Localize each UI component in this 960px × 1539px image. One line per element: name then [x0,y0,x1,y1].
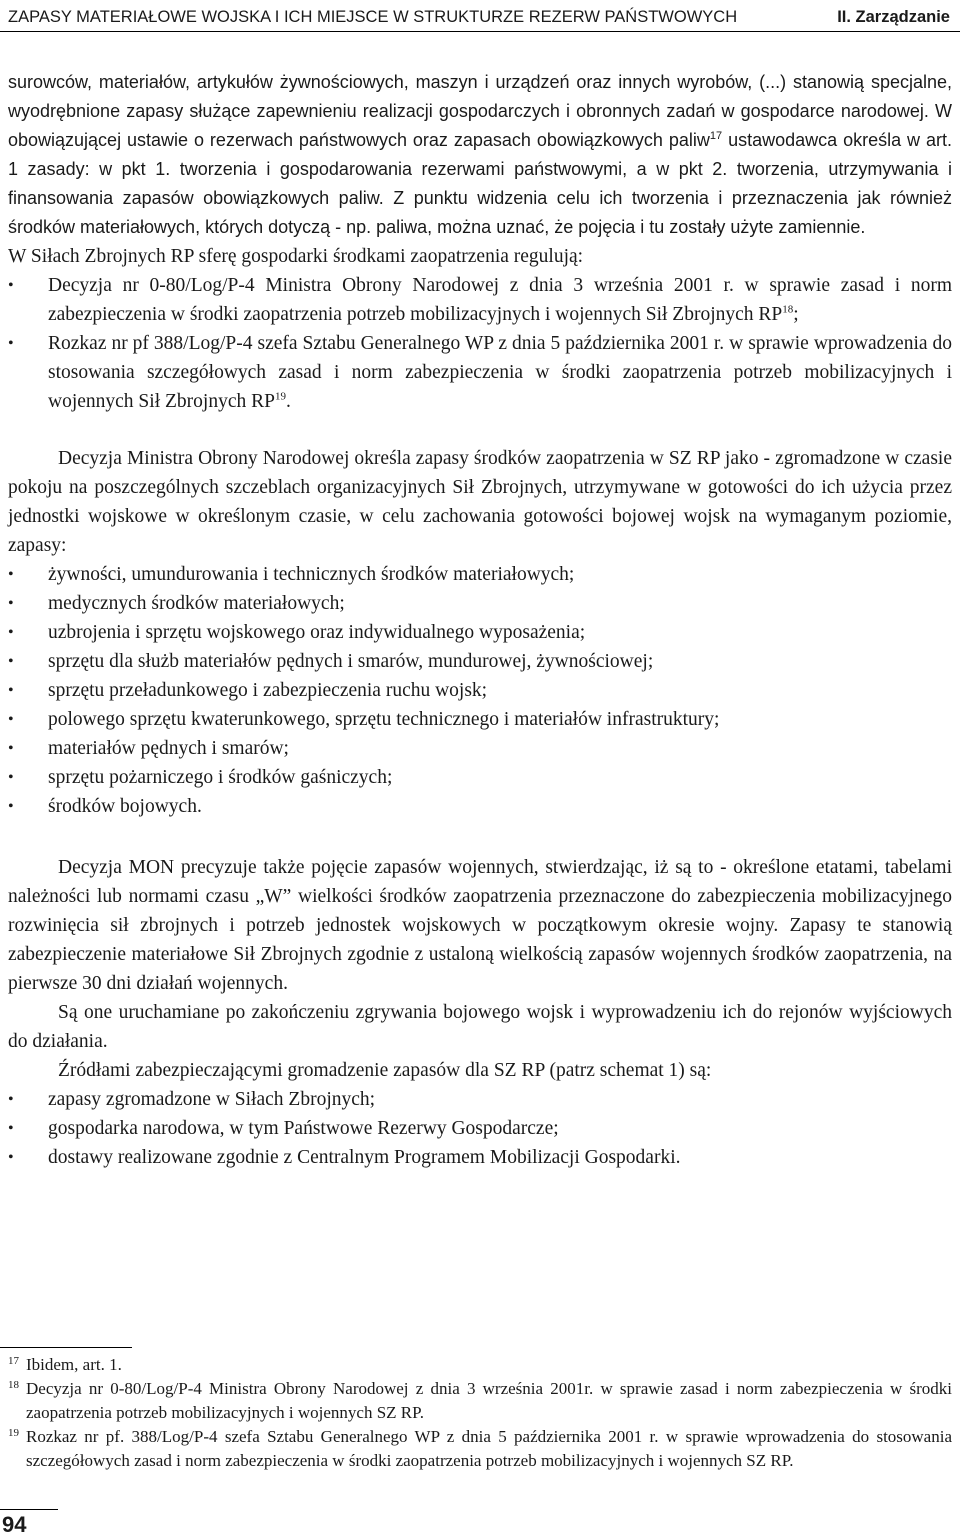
bullet-icon: • [8,1091,14,1108]
footnote-ref-17: 17 [709,130,723,142]
bullet-icon: • [8,566,14,583]
footnote-text: Decyzja nr 0-80/Log/P-4 Ministra Obrony Narodowej z dnia 3 września 2001r. w sprawie zasad i norm zabezpieczenia w środki zaopatrzenia potrzeb mobilizacyjnych i wojennych SZ RP. [26,1379,952,1422]
page-body [8,68,952,1172]
bullet-icon: • [8,682,14,699]
bullet-icon: • [8,277,14,294]
bullet-icon: • [8,335,14,352]
footnote-ref-19: 19 [274,390,286,403]
regulations-list [8,271,952,416]
footnote-number: 17 [8,1355,19,1367]
page-number-rule [0,1509,58,1510]
list-item: • medycznych środków materiałowych; [8,589,952,618]
footnote-17 [8,1353,952,1377]
bullet-icon: • [8,1120,14,1137]
footnote-18 [8,1377,952,1425]
bullet-icon: • [8,1149,14,1166]
intro-paragraph [8,68,952,242]
footnotes [8,1353,952,1473]
regulations-intro: W Siłach Zbrojnych RP sferę gospodarki środkami zaopatrzenia regulują: [8,246,584,267]
header-section: II. Zarządzanie [837,7,950,26]
bullet-icon: • [8,653,14,670]
list-item: • żywności, umundurowania i technicznych środków materiałowych; [8,560,952,589]
activation-paragraph: Są one uruchamiane po zakończeniu zgrywania bojowego wojsk i wyprowadzeniu ich do rejonów wyjściowych do działania. [8,1002,952,1052]
list-item: • Decyzja nr 0-80/Log/P-4 Ministra Obrony Narodowej z dnia 3 września 2001 r. w sprawie zasad i norm zabezpieczenia w środki zaopatrzenia potrzeb mobilizacyjnych i wojennych Sił Zbrojnych RP$^{18}$; [8,271,952,329]
header-rule [0,31,960,32]
sources-intro: Źródłami zabezpieczającymi gromadzenie zapasów dla SZ RP (patrz schemat 1) są: [58,1060,712,1081]
footnote-number: 18 [8,1379,19,1391]
header-title: ZAPASY MATERIAŁOWE WOJSKA I ICH MIEJSCE W STRUKTURZE REZERW PAŃSTWOWYCH [8,7,738,26]
intro-text-2: ustawodawca określa w art. 1 zasady: w pkt 1. tworzenia i gospodarowania rezerwami państwowymi, a w pkt 2. tworzenia, utrzymywania i finansowania zapasów obowiązkowych paliw. Z punktu widzenia celu ich tworzenia i przeznaczenia jak również środków materiałowych, których dotyczą - np. paliwa, można uznać, że pojęcia i tu zostały użyte zamiennie. [8,130,952,237]
list-item: • dostawy realizowane zgodnie z Centralnym Programem Mobilizacji Gospodarki. [8,1143,952,1172]
footnote-text: Rozkaz nr pf. 388/Log/P-4 szefa Sztabu Generalnego WP z dnia 5 października 2001 r. w sprawie wprowadzenia do stosowania szczegółowych zasad i norm zabezpieczenia w środki zaopatrzenia potrzeb mobilizacyjnych i wojennych SZ RP. [26,1427,952,1470]
list-item: • sprzętu pożarniczego i środków gaśniczych; [8,763,952,792]
footnote-19 [8,1425,952,1473]
list-item: • gospodarka narodowa, w tym Państwowe Rezerwy Gospodarcze; [8,1114,952,1143]
footnote-number: 19 [8,1427,19,1439]
list-item: • polowego sprzętu kwaterunkowego, sprzętu technicznego i materiałów infrastruktury; [8,705,952,734]
bullet-icon: • [8,624,14,641]
page-number: 94 [2,1512,27,1537]
bullet-icon: • [8,595,14,612]
list-item: • środków bojowych. [8,792,952,821]
list-item: • zapasy zgromadzone w Siłach Zbrojnych; [8,1085,952,1114]
list-item: • sprzętu dla służb materiałów pędnych i smarów, mundurowej, żywnościowej; [8,647,952,676]
bullet-icon: • [8,798,14,815]
footnote-ref-18: 18 [782,303,794,316]
list-item: • Rozkaz nr pf 388/Log/P-4 szefa Sztabu Generalnego WP z dnia 5 października 2001 r. w sprawie wprowadzenia do stosowania szczegółowych zasad i norm zabezpieczenia w środki zaopatrzenia potrzeb mobilizacyjnych i wojennych Sił Zbrojnych RP$^{19}$. [8,329,952,416]
footnote-text: Ibidem, art. 1. [26,1355,122,1374]
running-header [8,4,950,30]
mon-paragraph: Decyzja MON precyzuje także pojęcie zapasów wojennych, stwierdzając, iż są to - określone etatami, tabelami należności lub normami czasu „W” wielkości środków zaopatrzenia przeznaczone do zabezpieczenia mobilizacyjnego rozwinięcia sił zbrojnych i potrzeb jednostek wojskowych w początkowym okresie wojny. Zapasy te stanowią zabezpieczenie materiałowe Sił Zbrojnych zgodnie z ustaloną wielkością zapasów wojennych środków zaopatrzenia, na pierwsze 30 dni działań wojennych. [8,857,952,994]
bullet-icon: • [8,711,14,728]
bullet-icon: • [8,740,14,757]
supply-list [8,560,952,821]
bullet-icon: • [8,769,14,786]
sources-list [8,1085,952,1172]
footnote-rule [0,1347,132,1348]
list-item: • materiałów pędnych i smarów; [8,734,952,763]
decision-paragraph: Decyzja Ministra Obrony Narodowej określa zapasy środków zaopatrzenia w SZ RP jako - zgromadzone w czasie pokoju na poszczególnych szczeblach organizacyjnych Sił Zbrojnych, utrzymywane w gotowości do ich użycia przez jednostki wojskowe w określonym czasie, w celu zachowania gotowości bojowej wojsk na wymaganym poziomie, zapasy: [8,448,952,556]
intro-text-1: surowców, materiałów, artykułów żywnościowych, maszyn i urządzeń oraz innych wyrobów, (...) stanowią specjalne, wyodrębnione zapasy służące zapewnieniu realizacji gospodarczych i obronnych zadań w gospodarce narodowej. W obowiązującej ustawie o rezerwach państwowych oraz zapasach obowiązkowych paliw [8,72,952,150]
list-item: • uzbrojenia i sprzętu wojskowego oraz indywidualnego wyposażenia; [8,618,952,647]
list-item: • sprzętu przeładunkowego i zabezpieczenia ruchu wojsk; [8,676,952,705]
